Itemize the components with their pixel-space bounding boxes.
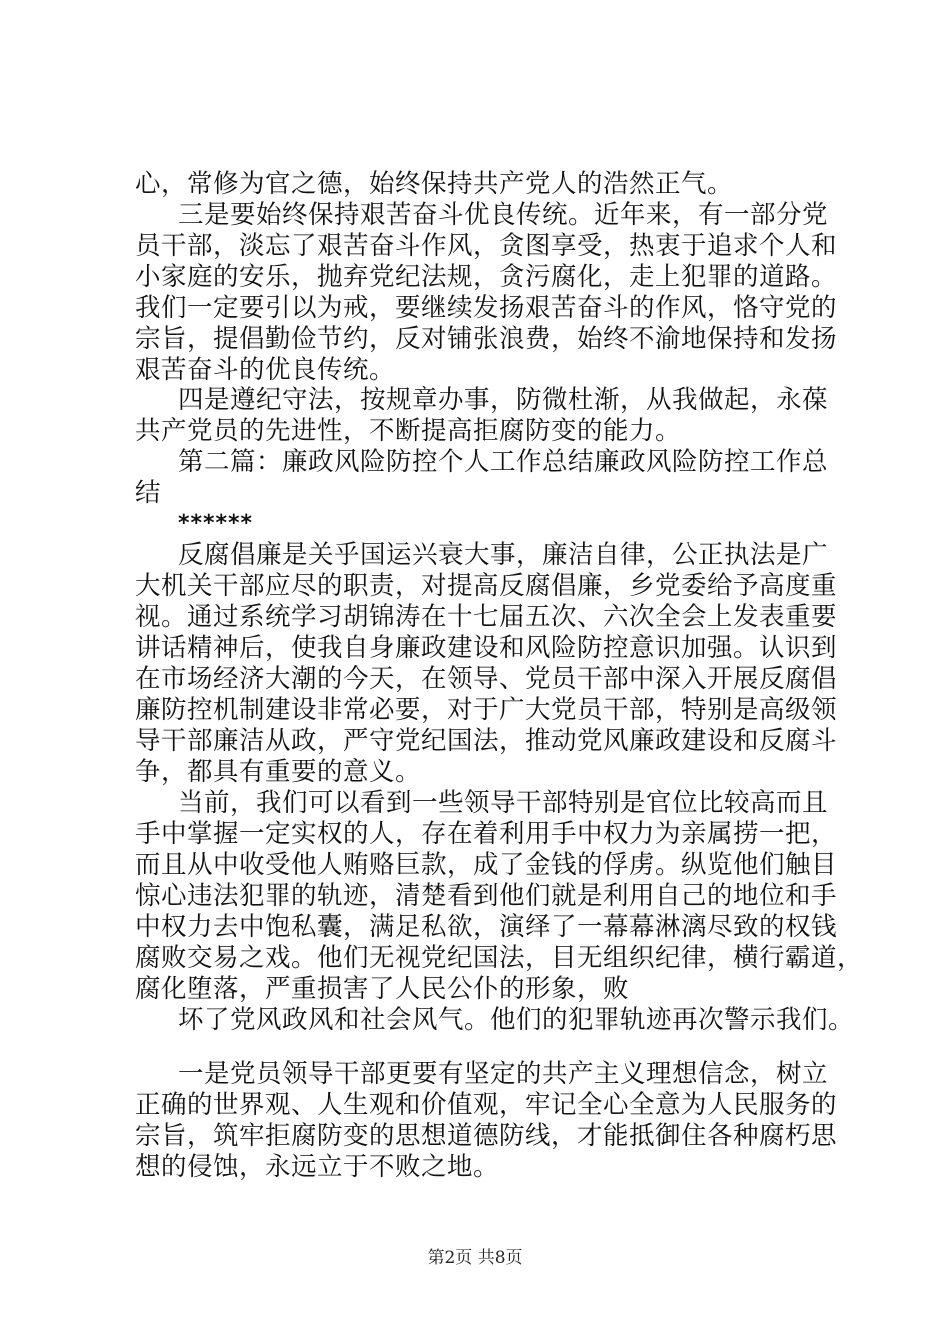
text-line: 大机关干部应尽的职责，对提高反腐倡廉，乡党委给予高度重 <box>135 571 838 602</box>
text-line: 廉防控机制建设非常必要，对于广大党员干部，特别是高级领 <box>135 695 838 726</box>
paragraph-start-line: 一是党员领导干部更要有坚定的共产主义理想信念，树立 <box>178 1058 829 1089</box>
page-footer: 第2页 共8页 <box>427 1248 523 1268</box>
text-line: 手中掌握一定实权的人，存在着利用手中权力为亲属捞一把， <box>135 818 838 849</box>
text-line: 惊心违法犯罪的轨迹，清楚看到他们就是利用自己的地位和手 <box>135 880 838 911</box>
separator-stars: ****** <box>178 510 254 536</box>
text-line: 宗旨，筑牢拒腐防变的思想道德防线，才能抵御住各种腐朽思 <box>135 1120 838 1151</box>
text-line: 腐化堕落，严重损害了人民公仆的形象，败 <box>135 973 630 1004</box>
text-line: 腐败交易之戏。他们无视党纪国法，目无组织纪律，横行霸道， <box>135 942 864 973</box>
text-line: 而且从中收受他人贿赂巨款，成了金钱的俘虏。纵览他们触目 <box>135 849 838 880</box>
text-line: 我们一定要引以为戒，要继续发扬艰苦奋斗的作风，恪守党的 <box>135 292 838 323</box>
text-line: 宗旨，提倡勤俭节约，反对铺张浪费，始终不渝地保持和发扬 <box>135 323 838 354</box>
text-line: 心，常修为官之德，始终保持共产党人的浩然正气。 <box>135 168 734 199</box>
section-title-line: 结 <box>135 478 162 509</box>
text-line: 争，都具有重要的意义。 <box>135 756 422 787</box>
text-line: 想的侵蚀，永远立于不败之地。 <box>135 1151 500 1182</box>
paragraph-start-line: 当前，我们可以看到一些领导干部特别是官位比较高而且 <box>178 787 829 818</box>
text-line: 正确的世界观、人生观和价值观，牢记全心全意为人民服务的 <box>135 1089 838 1120</box>
text-line: 员干部，淡忘了艰苦奋斗作风，贪图享受，热衷于追求个人和 <box>135 230 838 261</box>
paragraph-start-line: 四是遵纪守法，按规章办事，防微杜渐，从我做起，永葆 <box>178 385 829 416</box>
section-title-line: 第二篇：廉政风险防控个人工作总结廉政风险防控工作总 <box>178 447 829 478</box>
text-line: 在市场经济大潮的今天，在领导、党员干部中深入开展反腐倡 <box>135 664 838 695</box>
text-line: 艰苦奋斗的优良传统。 <box>135 354 396 385</box>
text-line: 小家庭的安乐，抛弃党纪法规，贪污腐化，走上犯罪的道路。 <box>135 261 838 292</box>
text-line: 导干部廉洁从政，严守党纪国法，推动党风廉政建设和反腐斗 <box>135 726 838 757</box>
paragraph-start-line: 坏了党风政风和社会风气。他们的犯罪轨迹再次警示我们。 <box>178 1004 855 1035</box>
text-line: 共产党员的先进性，不断提高拒腐防变的能力。 <box>135 416 682 447</box>
text-line: 中权力去中饱私囊，满足私欲，演绎了一幕幕淋漓尽致的权钱 <box>135 911 838 942</box>
paragraph-start-line: 三是要始终保持艰苦奋斗优良传统。近年来，有一部分党 <box>178 199 829 230</box>
text-line: 讲话精神后，使我自身廉政建设和风险防控意识加强。认识到 <box>135 633 838 664</box>
text-line: 视。通过系统学习胡锦涛在十七届五次、六次全会上发表重要 <box>135 602 838 633</box>
paragraph-start-line: 反腐倡廉是关乎国运兴衰大事，廉洁自律，公正执法是广 <box>178 540 829 571</box>
